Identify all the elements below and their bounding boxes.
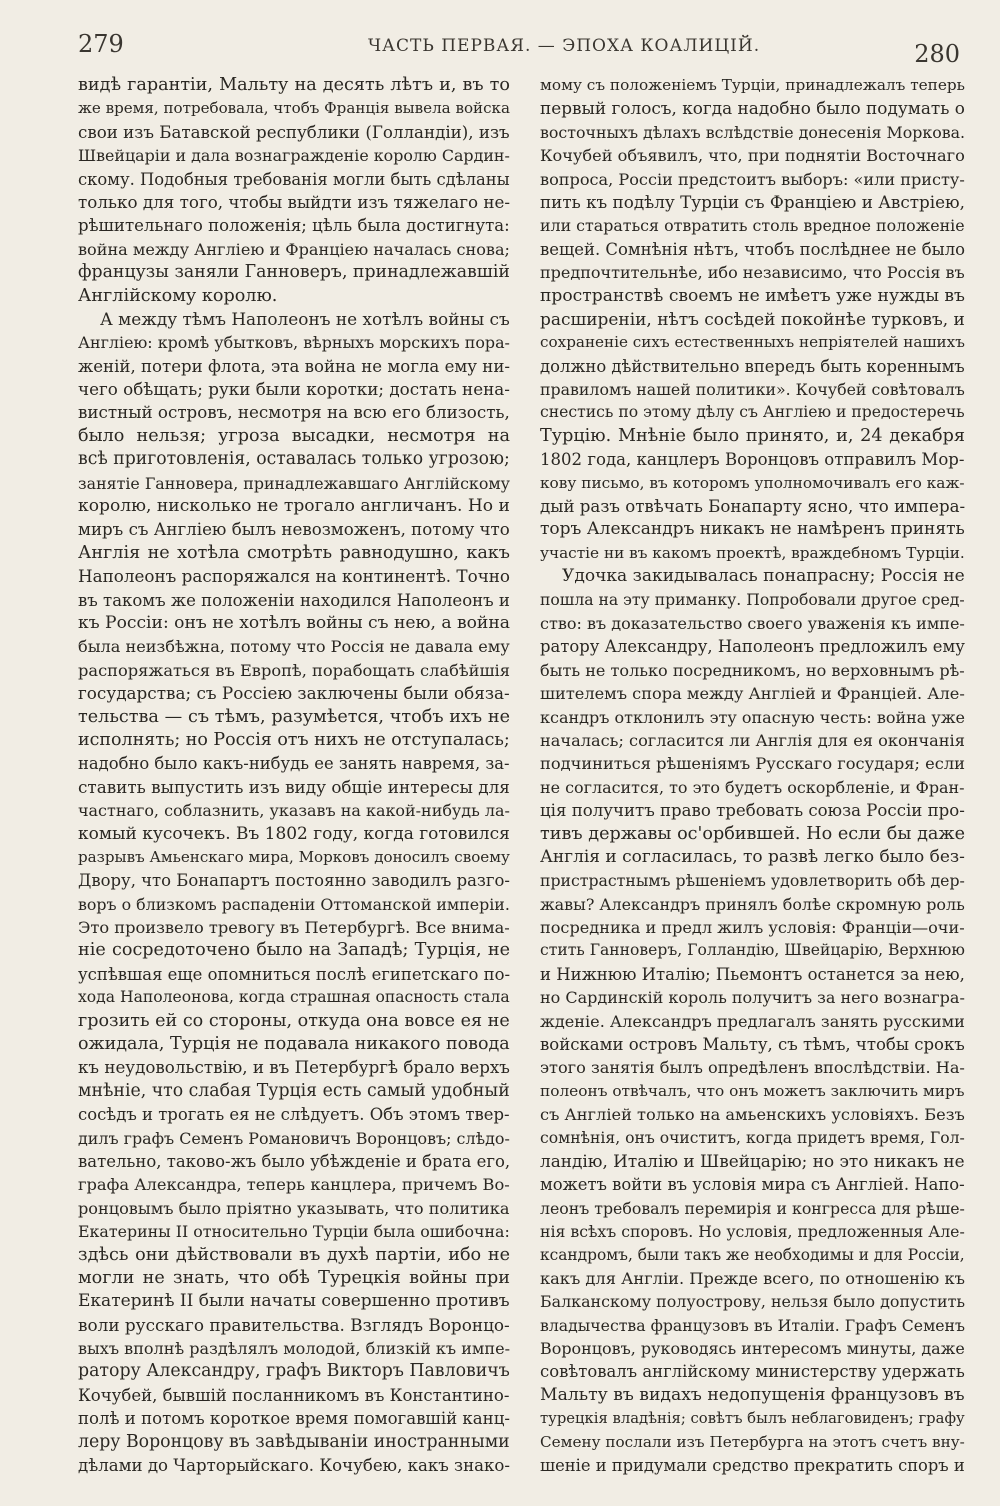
text-line: Мальту въ видахъ недопущенія французовъ въ [540, 1384, 965, 1405]
text-line: Воронцовъ, руководясь интересомъ минуты, даже [540, 1339, 965, 1359]
text-line: вательно, таково-жъ было убѣжденіе и брата его, [78, 1151, 510, 1171]
text-line: пошла на эту приманку. Попробовали другое сред- [540, 590, 965, 609]
text-line: дый разъ отвѣчать Бонапарту ясно, что импера- [540, 497, 965, 517]
text-line: къ Россіи: онъ не хотѣлъ войны съ нею, а война [78, 612, 510, 633]
text-line: совѣтовалъ англійскому министерству удержать [540, 1362, 965, 1382]
text-line: войсками островъ Мальту, съ тѣмъ, чтобы срокъ [540, 1035, 965, 1055]
running-title: ЧАСТЬ ПЕРВАЯ. — ЭПОХА КОАЛИЦІЙ. [368, 36, 761, 56]
text-line: ніе сосредоточено было на Западѣ; Турція, не [78, 940, 510, 961]
text-line: вещей. Сомнѣнія нѣтъ, чтобъ послѣднее не было [540, 239, 965, 259]
text-line: жденіе. Александръ предлагалъ занять русскими [540, 1011, 965, 1031]
text-line: ксандромъ, были такъ же необходимы и для Россіи, [540, 1245, 965, 1264]
text-line: шеніе и придумали средство прекратить споръ и [540, 1456, 965, 1476]
text-line: или стараться отвратить столь вредное положеніе [540, 216, 965, 236]
text-line: исполнять; но Россія отъ нихъ не отступалась; [78, 729, 510, 750]
text-line: ція получитъ право требовать союза Россіи про- [540, 801, 965, 821]
text-line: французы заняли Ганноверъ, принадлежавшій [78, 262, 510, 283]
text-line: расширеніи, нѣтъ сосѣдей покойнѣе турковъ, и [540, 308, 965, 329]
text-line: разрывъ Амьенскаго мира, Морковъ доносилъ своему [78, 847, 510, 866]
text-line: леонъ требовалъ перемирія и конгресса для рѣше- [540, 1198, 965, 1218]
text-line: правиломъ нашей политики». Кочубей совѣтовалъ [540, 380, 965, 400]
text-line: вистный островъ, несмотря на всю его близость, [78, 402, 510, 423]
text-line: съ Англіей только на амьенскихъ условіяхъ. Безъ [540, 1105, 965, 1125]
text-line: пить къ подѣлу Турціи съ Франціею и Австріею, [540, 191, 965, 212]
text-line: графа Александра, теперь канцлера, причемъ Во- [78, 1175, 510, 1195]
text-line: торъ Александръ никакъ не намѣренъ принять [540, 519, 965, 540]
text-line: нія всѣхъ споровъ. Но условія, предложенныя Але- [540, 1222, 965, 1242]
text-line: тельства — съ тѣмъ, разумѣется, чтобъ ихъ не [78, 706, 510, 727]
left-text-column [78, 74, 510, 1477]
text-line: полѣ и потомъ короткое время помогавшій канц- [78, 1409, 510, 1429]
text-line: распоряжаться въ Европѣ, порабощать слабѣйшія [78, 660, 510, 680]
text-line: А между тѣмъ Наполеонъ не хотѣлъ войны съ [100, 308, 510, 329]
page-number-left: 279 [78, 30, 124, 58]
page-number-right: 280 [914, 40, 960, 68]
text-line: могли не знать, что обѣ Турецкія войны при [78, 1267, 510, 1288]
text-line: владычества французовъ въ Италіи. Графъ Семенъ [540, 1315, 965, 1335]
text-line: восточныхъ дѣлахъ вслѣдствіе донесенія Моркова. [540, 122, 965, 142]
text-line: жавы? Александръ принялъ болѣе скромную роль [540, 894, 965, 914]
text-line: здѣсь они дѣйствовали въ духѣ партіи, ибо не [78, 1244, 510, 1265]
text-line: Англія и согласилась, то развѣ легко было без- [540, 846, 965, 867]
text-line: началась; согласится ли Англія для ея окончанія [540, 730, 965, 750]
text-line: ство: въ доказательство своего уваженія къ импе- [540, 613, 965, 633]
text-line: полеонъ отвѣчалъ, что онъ можетъ заключить миръ [540, 1081, 965, 1100]
text-line: леру Воронцову въ завѣдываніи иностранными [78, 1431, 510, 1452]
text-line: всѣ приготовленія, оставалась только угрозою; [78, 449, 510, 470]
text-line: турецкія владѣнія; совѣтъ былъ неблаговиденъ; графу [540, 1410, 965, 1428]
text-line: ронцовымъ было пріятно указывать, что политика [78, 1198, 510, 1218]
text-line: пристрастнымъ рѣшеніемъ удовлетворить обѣ дер- [540, 871, 965, 891]
text-line: ожидала, Турція не подавала никакого повода [78, 1034, 510, 1055]
text-line: сохраненіе сихъ естественныхъ непріятелей нашихъ [540, 333, 965, 352]
text-line: надобно было какъ-нибудь ее занять навремя, за- [78, 754, 510, 774]
text-line: Балканскому полуострову, нельзя было допустить [540, 1292, 965, 1312]
text-line: снестись по этому дѣлу съ Англіею и предостеречь [540, 403, 965, 422]
text-line: участіе ни въ какомъ проектѣ, враждебномъ Турціи. [540, 543, 965, 562]
text-line: Англійскому королю. [78, 285, 278, 306]
text-line: мнѣніе, что слабая Турція есть самый удобный [78, 1080, 510, 1101]
text-line: ландію, Италію и Швейцарію; но это никакъ не [540, 1150, 965, 1171]
text-line: предпочтительнѣе, ибо независимо, что Россія въ [540, 263, 965, 283]
text-line: королю, нисколько не трогало англичанъ. Но и [78, 496, 510, 517]
text-line: Екатерины II относительно Турціи была ошибочна: [78, 1222, 510, 1242]
text-line: война между Англіею и Франціею началась снова; [78, 239, 510, 259]
text-line: Семену послали изъ Петербурга на этотъ счетъ вну- [540, 1432, 965, 1451]
text-line: Швейцаріи и дала вознагражденіе королю Сардин- [78, 146, 510, 166]
text-line: ксандръ отклонилъ эту опасную честь: война уже [540, 707, 965, 727]
text-line: не согласится, то это будетъ оскорбленіе, и Фран- [540, 777, 965, 797]
text-line: ставить выпустить изъ виду общіе интересы для [78, 776, 510, 797]
text-line: ратору Александру, Наполеонъ предложилъ ему [540, 637, 965, 657]
text-line: женій, потери флота, эта война не могла ему ни- [78, 356, 510, 376]
text-line: подчиниться рѣшеніямъ Русскаго государя; если [540, 754, 965, 774]
text-line: грозить ей со стороны, откуда она вовсе ея не [78, 1010, 510, 1031]
text-line: вопроса, Россіи предстоитъ выборъ: «или присту- [540, 169, 965, 189]
text-line: была неизбѣжна, потому что Россія не давала ему [78, 637, 510, 657]
text-line: пространствѣ своемъ не имѣетъ уже нужды въ [540, 285, 965, 306]
text-line: Екатеринѣ II были начаты совершенно противъ [78, 1291, 510, 1312]
text-line: Кочубей, бывшій посланникомъ въ Константино- [78, 1385, 510, 1405]
text-line: успѣвшая еще опомниться послѣ египетскаго по- [78, 964, 510, 984]
text-line: мому съ положеніемъ Турціи, принадлежалъ теперь [540, 76, 965, 94]
text-line: воли русскаго правительства. Взглядъ Воронцо- [78, 1314, 510, 1335]
text-line: шителемъ спора между Англіей и Франціей. Але- [540, 684, 965, 704]
text-line: Удочка закидывалась понапрасну; Россія не [562, 566, 965, 587]
text-line: хода Наполеонова, когда страшная опасность стала [78, 988, 510, 1007]
text-line: 1802 года, канцлеръ Воронцовъ отправилъ Мор- [540, 450, 965, 470]
text-line: дѣлами до Чарторыйскаго. Кочубею, какъ знако- [78, 1456, 510, 1476]
text-line: скому. Подобныя требованія могли быть сдѣланы [78, 169, 510, 189]
text-line: Англіею: кромѣ убытковъ, вѣрныхъ морскихъ пора- [78, 333, 510, 353]
text-line: кову письмо, въ которомъ уполномочивалъ его каж- [540, 473, 965, 492]
text-line: было нельзя; угроза высадки, несмотря на [78, 425, 510, 446]
text-line: посредника и предл жилъ условія: Франціи—очи- [540, 918, 965, 938]
text-line: выхъ вполнѣ раздѣлялъ молодой, близкій къ импе- [78, 1339, 510, 1359]
text-line: сосѣдъ и трогать ея не слѣдуетъ. Объ этомъ твер- [78, 1105, 510, 1125]
text-line: сомнѣнія, онъ очиститъ, когда придетъ время, Гол- [540, 1128, 965, 1147]
text-line: Наполеонъ распоряжался на континентѣ. Точно [78, 566, 510, 587]
text-line: стить Ганноверъ, Голландію, Швейцарію, Верхнюю [540, 941, 965, 960]
text-line: Турцію. Мнѣніе было принято, и, 24 декабря [540, 425, 965, 446]
text-line: ратору Александру, графъ Викторъ Павловичъ [78, 1361, 510, 1382]
text-line: только для того, чтобы выйдти изъ тяжелаго не- [78, 191, 510, 212]
text-line: Кочубей объявилъ, что, при поднятіи Восточнаго [540, 146, 965, 166]
text-line: чего обѣщать; руки были коротки; достать ненa- [78, 379, 510, 400]
text-line: Это произвело тревогу въ Петербургѣ. Все внима- [78, 918, 510, 938]
text-line: видѣ гарантіи, Мальту на десять лѣтъ и, въ то [78, 75, 510, 95]
text-line: можетъ войти въ условія мира съ Англіей. Напо- [540, 1175, 965, 1195]
right-text-column [540, 74, 965, 1477]
text-line: частнаго, соблазнить, указавъ на какой-нибудь ла- [78, 801, 510, 821]
text-line: тивъ державы ос'орбившей. Но если бы даже [540, 823, 965, 844]
text-line: государства; съ Россіею заключены были обяза- [78, 683, 510, 704]
text-line: дилъ графъ Семенъ Романовичъ Воронцовъ; слѣдо- [78, 1128, 510, 1148]
text-line: Англія не хотѣла смотрѣть равнодушно, какъ [78, 542, 510, 563]
text-line: же время, потребовала, чтобъ Франція вывела войска [78, 99, 510, 118]
text-line: въ такомъ же положеніи находился Наполеонъ и [78, 590, 510, 610]
text-line: Двору, что Бонапартъ постоянно заводилъ разго- [78, 871, 510, 891]
text-line: къ неудовольствію, и въ Петербургѣ брало верхъ [78, 1058, 510, 1078]
text-line: занятіе Ганновера, принадлежавшаго Англійскому [78, 473, 510, 493]
text-line: комый кусочекъ. Въ 1802 году, когда готовился [78, 823, 510, 844]
text-line: первый голосъ, когда надобно было подумать о [540, 98, 965, 119]
text-line: быть не только посредникомъ, но верховнымъ рѣ- [540, 660, 965, 680]
text-line: но Сардинскій король получитъ за него вознагра- [540, 988, 965, 1008]
text-line: рѣшительнаго положенія; цѣль была достигнута: [78, 216, 510, 236]
page-header [0, 30, 1000, 70]
text-line: и Нижнюю Италію; Пьемонтъ останется за нею, [540, 964, 965, 984]
text-line: должно дѣйствительно впередъ быть кореннымъ [540, 356, 965, 376]
text-line: свои изъ Батавской республики (Голландіи), изъ [78, 122, 510, 142]
text-line: этого занятія былъ опредѣленъ впослѣдствіи. На- [540, 1058, 965, 1078]
text-line: миръ съ Англіею былъ невозможенъ, потому что [78, 520, 510, 540]
text-line: какъ для Англіи. Прежде всего, по отношенію къ [540, 1268, 965, 1288]
text-line: воръ о близкомъ распаденіи Оттоманской имперіи. [78, 894, 510, 914]
